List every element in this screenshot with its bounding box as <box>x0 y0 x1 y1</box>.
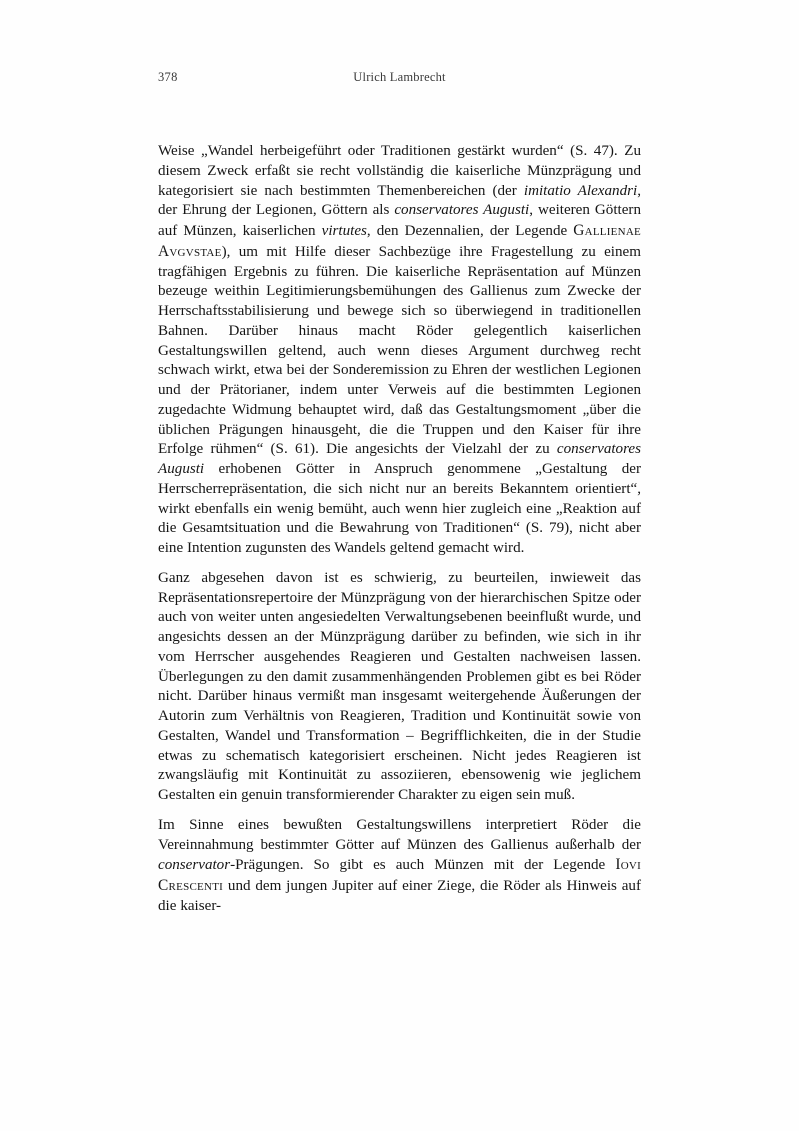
text-run: -Prägungen. So gibt es auch Münzen mit der Legende <box>230 857 616 874</box>
running-head-author: Ulrich Lambrecht <box>353 70 446 84</box>
body-text-block <box>158 142 641 917</box>
text-run: ), um mit Hilfe dieser Sachbezüge ihre Fragestellung zu einem tragfähigen Ergebnis zu führen. Die kaiserliche Repräsentation auf Münzen bezeuge weithin Legitimierungsbemühungen des Gallienus zum Zwecke der Herrschaftsstabilisierung und bewege sich so überwiegend in traditionellen Bahnen. Darüber hinaus macht Röder gelegentlich kaiserlichen Gestaltungswillen geltend, auch wenn dieses Argument durchweg recht schwach wirkt, etwa bei der Sonderemission zu Ehren der westlichen Legionen und der Prätorianer, indem unter Verweis auf die bestimmten Legionen zugedachte Widmung behauptet wird, daß das Gestaltungsmoment „über die üblichen Prägungen hinausgeht, die die Truppen und den Kaiser für ihre Erfolge rühmen“ (S. 61). Die angesichts der Vielzahl der zu <box>158 243 641 458</box>
text-run: erhobenen Götter in Anspruch genommene „Gestaltung der Herrscherrepräsentation, die sich nicht nur an bereits Bekanntem orientiert“, wirkt ebenfalls ein wenig bemüht, auch wenn hier zugleich eine „Reaktion auf die Gesamtsituation und die Bewahrung von Traditionen“ (S. 79), nicht aber eine Intention zugunsten des Wandels geltend gemacht wird. <box>158 461 641 556</box>
italic-term: imitatio Alexandri <box>523 182 638 199</box>
running-head <box>158 70 641 90</box>
text-run: , der Ehrung der Legionen, Göttern als <box>158 182 641 219</box>
italic-term: conservatores Augusti <box>158 441 641 477</box>
paragraph <box>158 816 641 917</box>
paragraph <box>158 569 641 806</box>
text-run: und dem jungen Jupiter auf einer Ziege, die Röder als Hinweis auf die kaiser- <box>158 878 641 914</box>
italic-term: conservatores Augusti <box>394 202 530 219</box>
page-number: 378 <box>158 70 178 84</box>
small-caps-legend: Gallienae Avgvstae <box>158 222 642 260</box>
text-run: , weiteren Göttern auf Münzen, kaiserlichen <box>158 202 641 239</box>
text-run: Weise „Wandel herbeigeführt oder Traditionen gestärkt wurden“ (S. 47). Zu diesem Zweck erfaßt sie recht vollständig die kaiserliche Münzprägung und kategorisiert sie nach bestimmten Themenbereichen (der <box>158 143 641 199</box>
small-caps-legend: Iovi Crescenti <box>158 856 641 894</box>
italic-term: virtutes <box>321 223 367 239</box>
text-run: , den Dezennalien, der Legende <box>366 223 574 239</box>
text-run: Ganz abgesehen davon ist es schwierig, zu beurteilen, inwieweit das Repräsentationsrepertoire der Münzprägung von der hierarchischen Spitze oder auch von weiter unten angesiedelten Verwaltungsebenen beeinflußt wurde, und angesichts dessen an der Münzprägung darüber zu befinden, wie sich in ihr vom Herrscher ausgehendes Reagieren und Gestalten nachweisen lassen. Überlegungen zu den damit zusammenhängenden Problemen gibt es bei Röder nicht. Darüber hinaus vermißt man insgesamt weitergehende Äußerungen der Autorin zum Verhältnis von Reagieren, Tradition und Kontinuität sowie von Gestalten, Wandel und Transformation – Begrifflichkeiten, die in der Studie etwas zu schematisch kategorisiert erscheinen. Nicht jedes Reagieren ist zwangsläufig mit Kontinuität zu assoziieren, ebensowenig wie jeglichem Gestalten ein genuin transformierender Charakter zu eigen sein muß. <box>158 569 641 803</box>
text-run: Im Sinne eines bewußten Gestaltungswillens interpretiert Röder die Vereinnahmung bestimmter Götter auf Münzen des Gallienus außerhalb der <box>158 816 641 853</box>
italic-term: conservator <box>158 857 231 874</box>
paragraph <box>158 142 641 559</box>
